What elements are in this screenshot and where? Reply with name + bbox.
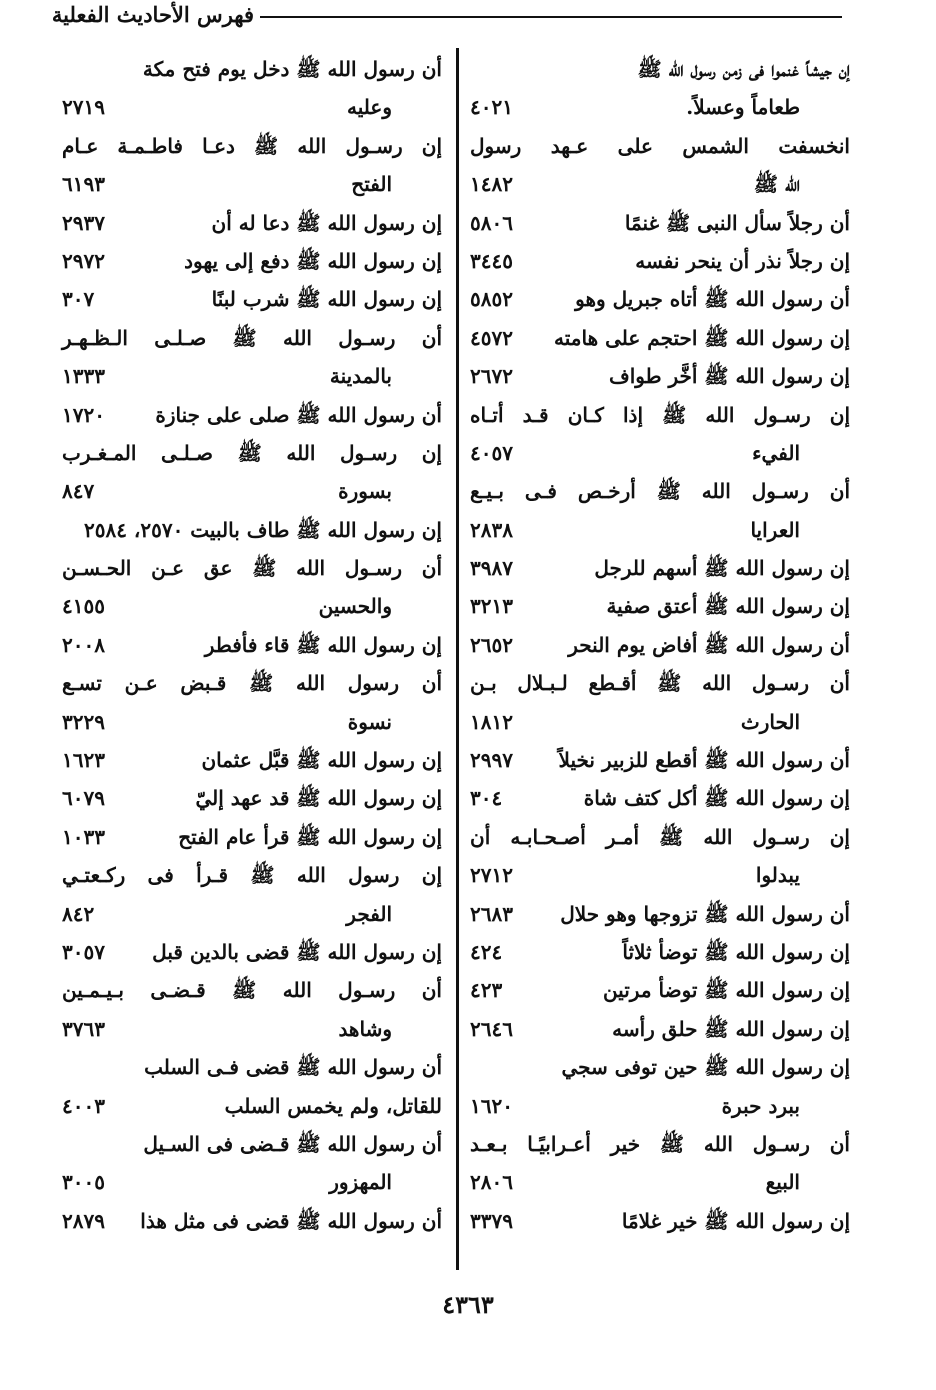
entry-hadith-number: ٤٥٧٢ <box>470 325 513 350</box>
index-entry <box>62 895 442 933</box>
page-header-title: فهرس الأحاديث الفعلية <box>51 2 254 27</box>
entry-text: إن رسول الله ﷺ توضأ ثلاثاً <box>622 939 850 964</box>
entry-hadith-number: ٤٢٣ <box>470 978 503 1003</box>
index-entry <box>62 511 442 549</box>
entry-hadith-number: ٢٦٤٦ <box>470 1016 513 1041</box>
index-entry <box>62 1125 442 1163</box>
entry-hadith-number: ٤٠٠٣ <box>62 1093 105 1118</box>
index-entry <box>62 1163 442 1201</box>
index-entry <box>62 1087 442 1125</box>
index-entry <box>470 434 850 472</box>
entry-text: أن رسـول الله ﷺ صـلـى الـظـهـر <box>62 325 442 350</box>
entry-text: إن رسول الله ﷺ حلق رأسه <box>612 1016 850 1041</box>
entry-text: أن رسول الله ﷺ أقطع للزبير نخيلاً <box>558 748 850 773</box>
entry-text: إن رسول الله ﷺ خير غلامًا <box>621 1208 850 1233</box>
entry-text: الحارث <box>740 709 800 734</box>
entry-text: أن رسـول الله ﷺ قـضـى بـيـمـين <box>62 978 442 1003</box>
entry-text: بسورة <box>338 479 392 504</box>
entry-hadith-number: ٢٠٠٨ <box>62 632 105 657</box>
entry-text: نسوة <box>347 709 392 734</box>
entry-text: إن رسول الله ﷺ احتجم على هامته <box>554 325 850 350</box>
entry-text: أن رسـول الله ﷺ أرخـص فـى بـيـع <box>470 479 850 504</box>
index-entry <box>62 549 442 587</box>
entry-text: الفجر <box>346 901 392 926</box>
index-entry <box>470 357 850 395</box>
entry-text: إن رسـول الله ﷺ صـلـى المـغـرب <box>62 440 442 465</box>
entry-text: أن رسـول الله ﷺ عق عـن الحـسـن <box>62 556 442 581</box>
entry-text: إن رسول الله ﷺ حين توفى سجي <box>561 1055 850 1080</box>
entry-text: إن رسول الله ﷺ قضى بالدين قبل <box>152 939 442 964</box>
right-column <box>470 50 850 1250</box>
left-column <box>62 50 442 1250</box>
index-entry <box>62 434 442 472</box>
index-entry <box>470 1202 850 1240</box>
index-entry <box>62 165 442 203</box>
index-entry <box>62 626 442 664</box>
entry-text: إن رسول الله ﷺ قـرأ فى ركـعتـي <box>62 863 442 888</box>
index-entry <box>62 664 442 702</box>
entry-hadith-number: ٣٠٤ <box>470 786 503 811</box>
entry-text: إن رسول الله ﷺ أكل كتف شاة <box>583 786 850 811</box>
entry-text: إن رسول الله ﷺ دفع إلى يهود <box>184 248 442 273</box>
entry-text: إن رسول الله ﷺ طاف بالبيت ٢٥٧٠، ٢٥٨٤ <box>83 517 442 542</box>
entry-hadith-number: ٣٠٠٥ <box>62 1170 105 1195</box>
entry-text: إن رسـول الله ﷺ أمـر أصـحـابـه أن <box>470 824 850 849</box>
index-entry <box>470 242 850 280</box>
entry-text: إن رسول الله ﷺ أخَّر طواف <box>609 364 850 389</box>
entry-text: إن رسول الله ﷺ قد عهد إليّ <box>195 786 442 811</box>
entry-hadith-number: ٨٤٧ <box>62 479 95 504</box>
index-entry <box>62 933 442 971</box>
entry-hadith-number: ٢٩٩٧ <box>470 748 513 773</box>
entry-hadith-number: ٤٠٥٧ <box>470 440 513 465</box>
entry-hadith-number: ٤٢٤ <box>470 939 503 964</box>
entry-hadith-number: ٢٨٣٨ <box>470 517 513 542</box>
entry-hadith-number: ٢٨٠٦ <box>470 1170 513 1195</box>
index-entry <box>62 779 442 817</box>
entry-hadith-number: ٣٢١٣ <box>470 594 513 619</box>
entry-text: وشاهد <box>338 1016 392 1041</box>
index-entry <box>470 549 850 587</box>
index-entry <box>62 703 442 741</box>
index-entry <box>470 396 850 434</box>
index-entry <box>470 895 850 933</box>
index-entry <box>470 933 850 971</box>
entry-text: إن رسول الله ﷺ أعتق صفية <box>606 594 850 619</box>
entry-text: الفتح <box>351 172 392 197</box>
index-entry <box>62 127 442 165</box>
entry-hadith-number: ٤٠٢١ <box>470 95 513 120</box>
entry-text: إن جيشاً غنموا فى زمن رسول الله ﷺ <box>637 57 850 81</box>
entry-text: أن رسول الله ﷺ أتاه جبريل وهو <box>575 287 850 312</box>
entry-hadith-number: ٦١٩٣ <box>62 172 105 197</box>
entry-hadith-number: ١٠٣٣ <box>62 824 105 849</box>
entry-hadith-number: ٢٨٧٩ <box>62 1208 105 1233</box>
entry-text: إن رسول الله ﷺ قاء فأفطر <box>204 632 442 657</box>
entry-hadith-number: ١٦٢٠ <box>470 1093 513 1118</box>
entry-hadith-number: ٥٨٠٦ <box>470 210 513 235</box>
entry-text: أن رسول الله ﷺ تزوجها وهو حلال <box>560 901 850 926</box>
index-entry <box>62 1202 442 1240</box>
entry-text: أن رسول الله ﷺ دخل يوم فتح مكة <box>142 57 442 81</box>
index-entry <box>470 511 850 549</box>
index-entry <box>62 741 442 779</box>
index-entry <box>470 127 850 165</box>
entry-text: أن رسـول الله ﷺ خير أعـرابيًـا بـعـد <box>470 1131 850 1156</box>
entry-text: أن رسول الله ﷺ أفاض يوم النحر <box>568 632 850 657</box>
index-entry <box>470 1087 850 1125</box>
index-entry <box>470 88 850 126</box>
index-entry <box>470 1010 850 1048</box>
index-entry <box>62 1048 442 1086</box>
entry-text: للقاتل، ولم يخمس السلب <box>224 1093 442 1118</box>
page-number: ٤٣٦٣ <box>442 1290 494 1319</box>
entry-hadith-number: ١٨١٢ <box>470 709 513 734</box>
entry-text: بالمدينة <box>329 364 392 389</box>
index-entry <box>470 664 850 702</box>
entry-hadith-number: ٢٧١٩ <box>62 95 105 120</box>
entry-hadith-number: ٣٢٢٩ <box>62 709 105 734</box>
index-entry <box>470 626 850 664</box>
entry-text: إن رسول الله ﷺ قرأ عام الفتح <box>178 824 442 849</box>
index-entry <box>62 88 442 126</box>
entry-hadith-number: ٢٩٧٢ <box>62 248 105 273</box>
entry-hadith-number: ٣٣٧٩ <box>470 1208 513 1233</box>
entry-text: يبدلوا <box>755 863 800 888</box>
entry-hadith-number: ١٣٣٣ <box>62 364 105 389</box>
entry-hadith-number: ١٦٢٣ <box>62 748 105 773</box>
index-entry <box>470 165 850 203</box>
index-entry <box>470 280 850 318</box>
index-entry <box>470 741 850 779</box>
entry-text: طعاماً وعسلاً. <box>686 95 800 120</box>
entry-text: المهزور <box>329 1170 392 1195</box>
index-entry <box>470 971 850 1009</box>
index-entry <box>62 50 442 88</box>
index-entry <box>470 856 850 894</box>
entry-text: الفيء <box>752 440 800 465</box>
entry-hadith-number: ٦٠٧٩ <box>62 786 105 811</box>
index-entry <box>470 818 850 856</box>
entry-text: إن رجلاً نذر أن ينحر نفسه <box>635 248 850 273</box>
entry-text: أن رسـول الله ﷺ أقـطع لـبـلال بـن <box>470 671 850 696</box>
entry-hadith-number: ٣٩٨٧ <box>470 556 513 581</box>
entry-text: العرايا <box>750 517 800 542</box>
index-entry <box>62 242 442 280</box>
entry-text: أن رسول الله ﷺ قـبض عـن تسـع <box>62 671 442 696</box>
entry-text: إن رسول الله ﷺ دعا له أن <box>211 210 442 235</box>
index-entry <box>470 204 850 242</box>
index-entry <box>470 319 850 357</box>
index-entry <box>62 856 442 894</box>
entry-text: إن رسـول الله ﷺ إذا كـان قـد أتـاه <box>470 402 850 427</box>
index-entry <box>470 779 850 817</box>
entry-text: انخسفت الشمس على عـهد رسول <box>470 133 850 158</box>
entry-text: أن رسول الله ﷺ صلى على جنازة <box>155 402 442 427</box>
entry-hadith-number: ١٤٨٢ <box>470 172 513 197</box>
entry-text: البيع <box>765 1170 800 1195</box>
header-rule <box>260 16 842 18</box>
entry-text: أن رجلاً سأل النبى ﷺ غنمًا <box>624 210 850 235</box>
entry-hadith-number: ٣٧٦٣ <box>62 1016 105 1041</box>
index-entry <box>470 1163 850 1201</box>
entry-text: إن رسول الله ﷺ شرب لبنًا <box>211 287 442 312</box>
entry-text: الله ﷺ <box>753 172 800 197</box>
entry-text: أن رسول الله ﷺ قـضى فى السـيل <box>143 1131 442 1156</box>
entry-text: إن رسول الله ﷺ قبَّل عثمان <box>201 748 442 773</box>
entry-hadith-number: ١٧٢٠ <box>62 402 105 427</box>
entry-hadith-number: ٤١٥٥ <box>62 594 105 619</box>
index-entry <box>62 204 442 242</box>
index-entry <box>470 1048 850 1086</box>
column-divider <box>456 48 459 1270</box>
entry-text: وعليه <box>347 95 392 120</box>
index-entry <box>470 703 850 741</box>
entry-hadith-number: ٣٤٤٥ <box>470 248 513 273</box>
entry-hadith-number: ٣٠٥٧ <box>62 939 105 964</box>
index-entry <box>470 1125 850 1163</box>
index-entry <box>62 587 442 625</box>
index-entry <box>62 396 442 434</box>
index-entry <box>62 357 442 395</box>
index-entry <box>62 280 442 318</box>
index-entry <box>470 472 850 510</box>
index-entry <box>62 1010 442 1048</box>
entry-text: أن رسول الله ﷺ قضى فى مثل هذا <box>140 1208 442 1233</box>
entry-hadith-number: ٢٩٣٧ <box>62 210 105 235</box>
index-entry <box>62 472 442 510</box>
entry-text: إن رسول الله ﷺ توضأ مرتين <box>602 978 850 1003</box>
index-entry <box>470 587 850 625</box>
entry-text: إن رسول الله ﷺ أسهم للرجل <box>594 556 850 581</box>
entry-hadith-number: ٢٦٨٣ <box>470 901 513 926</box>
index-entry <box>470 50 850 88</box>
entry-hadith-number: ٢٧١٢ <box>470 863 513 888</box>
entry-hadith-number: ٨٤٢ <box>62 901 95 926</box>
entry-text: إن رسـول الله ﷺ دعـا فاطـمـة عـام <box>62 133 442 158</box>
index-entry <box>62 971 442 1009</box>
entry-hadith-number: ٣٠٧ <box>62 287 95 312</box>
entry-hadith-number: ٢٦٥٢ <box>470 632 513 657</box>
entry-hadith-number: ٥٨٥٢ <box>470 287 513 312</box>
index-entry <box>62 818 442 856</box>
index-entry <box>62 319 442 357</box>
entry-text: أن رسول الله ﷺ قضى فـى السلب <box>144 1055 442 1080</box>
entry-hadith-number: ٢٦٧٢ <box>470 364 513 389</box>
entry-text: والحسين <box>318 594 392 619</box>
entry-text: ببرد حبرة <box>721 1093 800 1118</box>
